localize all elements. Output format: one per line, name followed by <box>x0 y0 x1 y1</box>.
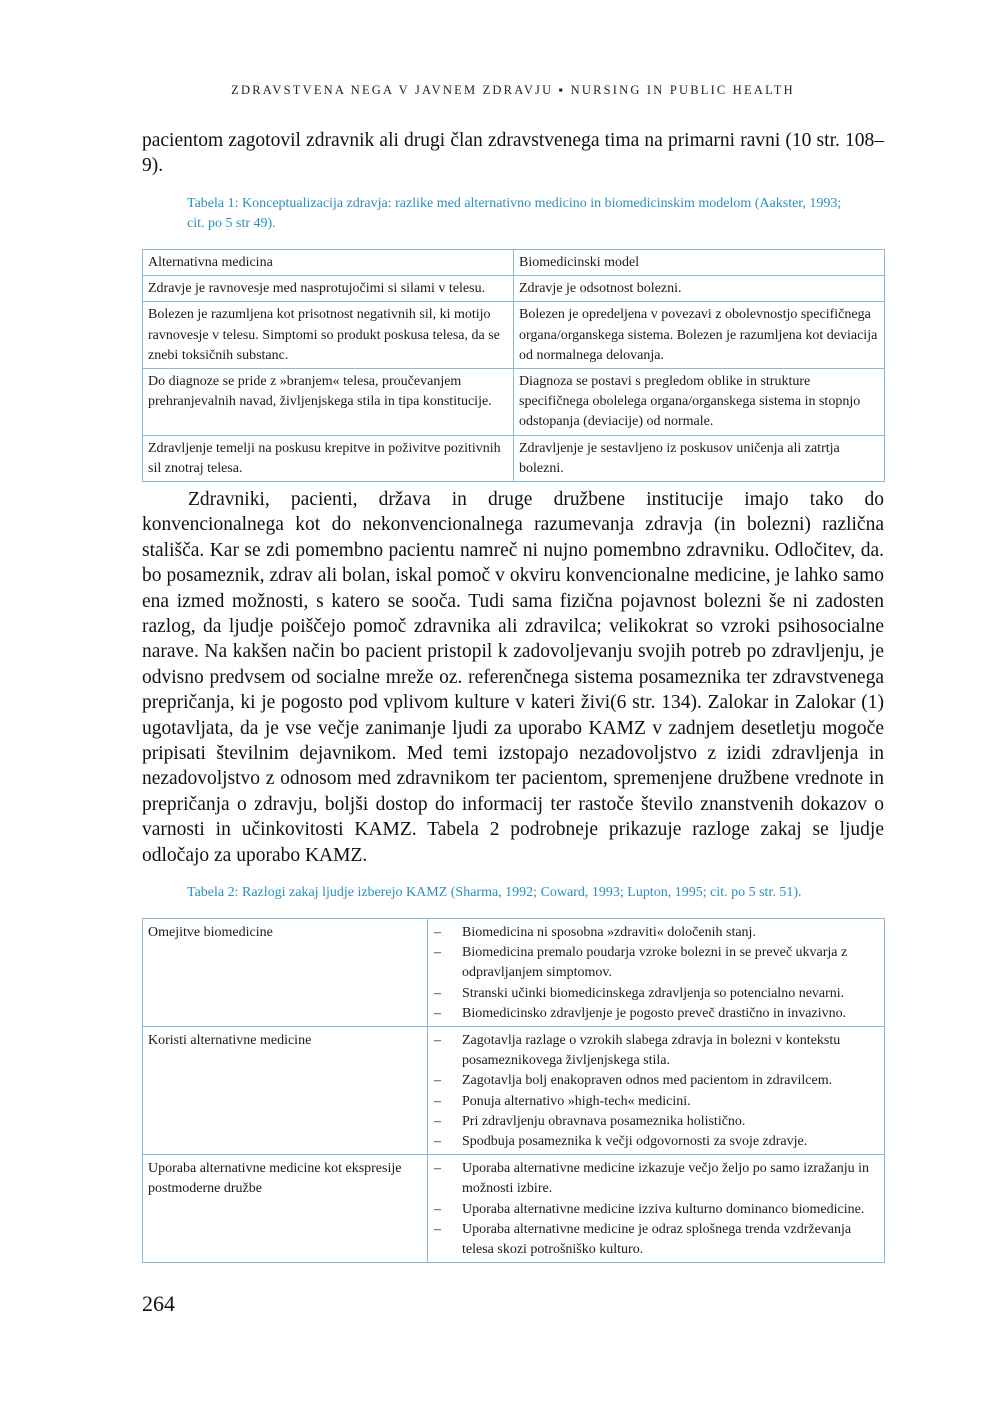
table-row <box>143 302 885 369</box>
table-row <box>143 435 885 481</box>
list-item: – Biomedicina ni sposobna »zdraviti« določenih stanj. <box>432 923 878 943</box>
table-row-label: Uporaba alternativne medicine kot ekspresije postmoderne družbe <box>143 1155 428 1263</box>
table-row-label: Omejitve biomedicine <box>143 919 428 1027</box>
list-item: – Spodbuja posameznika k večji odgovornosti za svoje zdravje. <box>432 1132 878 1152</box>
table-cell: Zdravje je odsotnost bolezni. <box>514 276 885 302</box>
body-paragraph: Zdravniki, pacienti, država in druge družbene institucije imajo tako do konvencionalnega kot do nekonvencionalnega razumevanja zdravja (in bolezni) različna stališča. Kar se zdi pomembno pacientu namreč ni nujno pomembno zdravniku. Odločitev, da. bo posameznik, zdrav ali bolan, iskal pomoč v okviru konvencionalne medicine, je lahko samo ena izmed možnosti, s katero se sooča. Tudi sama fizična pojavnost bolezni še ni zadosten razlog, da ljudje poiščejo pomoč zdravnika ali zdravilca; velikokrat so vzroki psihosocialne narave. Na kakšen način bo pacient pristopil k zadovoljevanju svojih potreb po zdravljenju, je odvisno predvsem od socialne mreže oz. referenčnega sistema posameznika ter zdravstvenega prepričanja, ki je pogosto pod vplivom kulture v kateri živi(6 str. 134). Zalokar in Zalokar (1) ugotavljata, da je vse večje zanimanje ljudi za uporabo KAMZ v zadnjem desetletju mogoče pripisati številnim dejavnikom. Med temi izstopajo nezadovoljstvo z izidi zdravljenja in nezadovoljstvo z odnosom med zdravnikom ter pacientom, spremenjene družbene vrednote in prepričanja o zdravju, boljši dostop do informacij ter rastoče število znanstvenih dokazov o varnosti in učinkovitosti KAMZ. Tabela 2 podrobneje prikazuje razloge zakaj se ljudje odločajo za uporabo KAMZ. <box>142 489 884 866</box>
list-item: – Uporaba alternativne medicine je odraz splošnega trenda vzdrževanja telesa skozi potrošniško kulturo. <box>432 1220 878 1260</box>
list-item: – Stranski učinki biomedicinskega zdravljenja so potencialno nevarni. <box>432 984 878 1004</box>
list-item: – Zagotavlja razlage o vzrokih slabega zdravja in bolezni v kontekstu posameznikovega življenjskega stila. <box>432 1031 878 1071</box>
table-1-caption: Tabela 1: Konceptualizacija zdravja: razlike med alternativno medicino in biomedicinskim modelom (Aakster, 1993; cit. po 5 str 49). <box>187 196 842 231</box>
table-cell <box>428 1027 885 1155</box>
table-row <box>143 1155 885 1263</box>
running-header: ZDRAVSTVENA NEGA V JAVNEM ZDRAVJU ▪ NURSING IN PUBLIC HEALTH <box>231 83 795 97</box>
table-cell: Zdravljenje je sestavljeno iz poskusov uničenja ali zatrtja bolezni. <box>514 435 885 481</box>
dash-list <box>432 1159 878 1260</box>
table-cell: Zdravje je ravnovesje med nasprotujočimi si silami v telesu. <box>143 276 514 302</box>
table-cell: Bolezen je razumljena kot prisotnost negativnih sil, ki motijo ravnovesje v telesu. Simptomi so produkt poskusa telesa, da se znebi toksičnih substanc. <box>143 302 514 369</box>
list-item: – Zagotavlja bolj enakopraven odnos med pacientom in zdravilcem. <box>432 1071 878 1091</box>
list-item: – Uporaba alternativne medicine izziva kulturno dominanco biomedicine. <box>432 1200 878 1220</box>
table-row <box>143 250 885 276</box>
table-row <box>143 919 885 1027</box>
table-header-cell: Biomedicinski model <box>514 250 885 276</box>
table-cell: Zdravljenje temelji na poskusu krepitve in poživitve pozitivnih sil znotraj telesa. <box>143 435 514 481</box>
table-header-cell: Alternativna medicina <box>143 250 514 276</box>
table-row-label: Koristi alternativne medicine <box>143 1027 428 1155</box>
list-item: – Ponuja alternativo »high-tech« medicini. <box>432 1092 878 1112</box>
table-row <box>143 1027 885 1155</box>
dash-list <box>432 923 878 1024</box>
list-item: – Pri zdravljenju obravnava posameznika holistično. <box>432 1112 878 1132</box>
table-row <box>143 276 885 302</box>
table-cell <box>428 1155 885 1263</box>
page-number: 264 <box>142 1291 175 1316</box>
paragraph-continuation: pacientom zagotovil zdravnik ali drugi član zdravstvenega tima na primarni ravni (10 str. 108–9). <box>142 130 884 177</box>
table-cell: Do diagnoze se pride z »branjem« telesa, proučevanjem prehranjevalnih navad, življenjskega stila in tipa konstitucije. <box>143 369 514 436</box>
list-item: – Biomedicinsko zdravljenje je pogosto preveč drastično in invazivno. <box>432 1004 878 1024</box>
table-cell: Diagnoza se postavi s pregledom oblike in strukture specifičnega obolelega organa/organskega sistema in stopnjo odstopanja (deviacije) od normale. <box>514 369 885 436</box>
table-cell: Bolezen je opredeljena v povezavi z obolevnostjo specifičnega organa/organskega sistema. Bolezen je razumljena kot deviacija od normalnega delovanja. <box>514 302 885 369</box>
table-row <box>143 369 885 436</box>
list-item: – Biomedicina premalo poudarja vzroke bolezni in se preveč ukvarja z odpravljanjem simptomov. <box>432 943 878 983</box>
dash-list <box>432 1031 878 1152</box>
table-2 <box>142 918 885 1263</box>
table-cell <box>428 919 885 1027</box>
list-item: – Uporaba alternativne medicine izkazuje večjo željo po samo izražanju in možnosti izbire. <box>432 1159 878 1199</box>
table-1 <box>142 249 885 482</box>
table-2-caption: Tabela 2: Razlogi zakaj ljudje izberejo KAMZ (Sharma, 1992; Coward, 1993; Lupton, 1995; cit. po 5 str. 51). <box>187 885 802 900</box>
